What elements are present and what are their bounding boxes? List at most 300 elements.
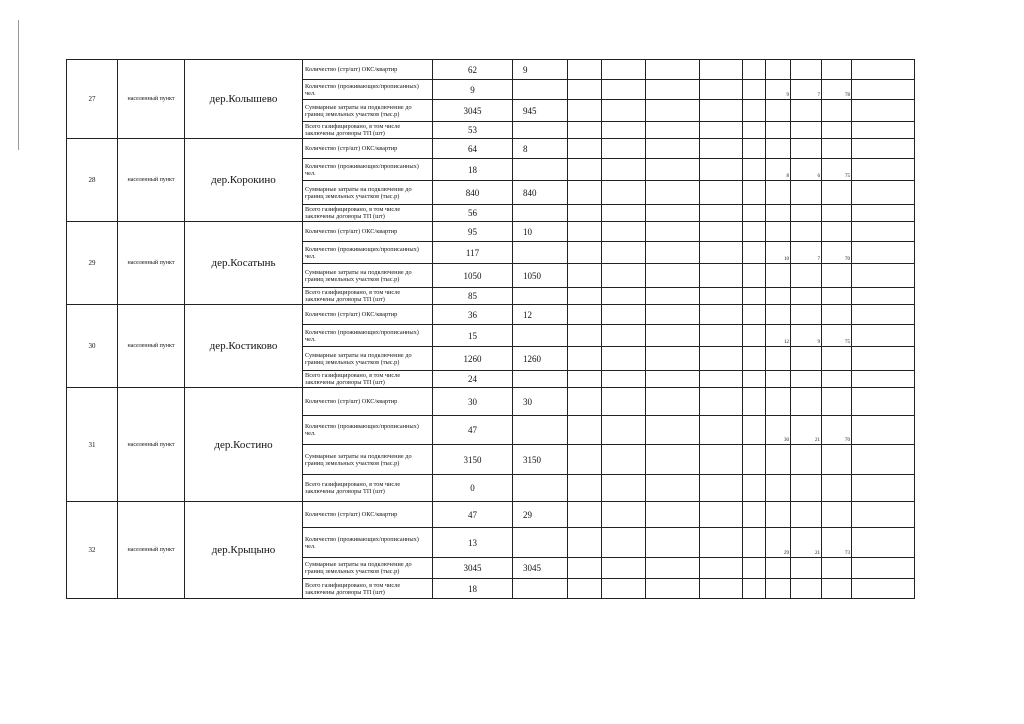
empty-cell: [602, 122, 646, 139]
empty-cell: [646, 558, 700, 579]
empty-cell: [568, 325, 602, 347]
metric-label: Суммарные затраты на подключение до границ земельных участков (тыс.р): [303, 181, 433, 205]
metric-label: Суммарные затраты на подключение до границ земельных участков (тыс.р): [303, 100, 433, 122]
empty-cell: [568, 288, 602, 305]
table-row: [67, 222, 915, 242]
small-value: 7: [791, 242, 822, 264]
small-value: 78: [822, 80, 852, 100]
empty-cell: [602, 579, 646, 599]
small-value: 70: [822, 416, 852, 445]
empty-cell: [822, 502, 852, 528]
row-number: 28: [67, 139, 118, 222]
metric-label: Количество (стр/шт) ОКС/квартир: [303, 60, 433, 80]
empty-cell: [602, 288, 646, 305]
empty-cell: [852, 205, 915, 222]
empty-cell: [743, 139, 766, 159]
empty-cell: [602, 80, 646, 100]
empty-cell: [700, 475, 743, 502]
empty-cell: [602, 60, 646, 80]
empty-cell: [852, 242, 915, 264]
empty-cell: [822, 445, 852, 475]
metric-value: 3150: [433, 445, 513, 475]
metric-value: 47: [433, 502, 513, 528]
metric-value-2: 29: [513, 502, 568, 528]
empty-cell: [646, 347, 700, 371]
metric-label: Суммарные затраты на подключение до границ земельных участков (тыс.р): [303, 558, 433, 579]
table-row: [67, 139, 915, 159]
empty-cell: [700, 181, 743, 205]
metric-value-2: 9: [513, 60, 568, 80]
metric-value: 64: [433, 139, 513, 159]
metric-label: Суммарные затраты на подключение до границ земельных участков (тыс.р): [303, 264, 433, 288]
empty-cell: [791, 558, 822, 579]
empty-cell: [568, 139, 602, 159]
empty-cell: [568, 388, 602, 416]
empty-cell: [700, 122, 743, 139]
empty-cell: [852, 60, 915, 80]
empty-cell: [791, 181, 822, 205]
empty-cell: [700, 558, 743, 579]
empty-cell: [700, 347, 743, 371]
settlement-name: дер.Костино: [185, 388, 303, 502]
empty-cell: [646, 181, 700, 205]
empty-cell: [602, 139, 646, 159]
metric-value-2: 840: [513, 181, 568, 205]
empty-cell: [791, 305, 822, 325]
empty-cell: [602, 445, 646, 475]
table-row: [67, 305, 915, 325]
empty-cell: [568, 475, 602, 502]
metric-value-2: [513, 528, 568, 558]
row-number: 32: [67, 502, 118, 599]
row-number: 27: [67, 60, 118, 139]
metric-label: Количество (стр/шт) ОКС/квартир: [303, 222, 433, 242]
metric-value: 18: [433, 579, 513, 599]
empty-cell: [646, 288, 700, 305]
table-row: [67, 388, 915, 416]
empty-cell: [602, 528, 646, 558]
empty-cell: [743, 100, 766, 122]
metric-value: 15: [433, 325, 513, 347]
empty-cell: [852, 528, 915, 558]
metric-label: Количество (стр/шт) ОКС/квартир: [303, 388, 433, 416]
metric-value: 62: [433, 60, 513, 80]
empty-cell: [743, 205, 766, 222]
metric-label: Количество (стр/шт) ОКС/квартир: [303, 139, 433, 159]
empty-cell: [822, 139, 852, 159]
settlement-type: населенный пункт: [118, 502, 185, 599]
empty-cell: [852, 122, 915, 139]
empty-cell: [646, 416, 700, 445]
metric-label: Количество (стр/шт) ОКС/квартир: [303, 305, 433, 325]
metric-label: Количество (проживающих/прописанных) чел.: [303, 242, 433, 264]
empty-cell: [791, 122, 822, 139]
empty-cell: [791, 205, 822, 222]
small-value: 12: [766, 325, 791, 347]
metric-value: 47: [433, 416, 513, 445]
metric-value: 3045: [433, 100, 513, 122]
empty-cell: [568, 181, 602, 205]
empty-cell: [743, 416, 766, 445]
small-value: 29: [766, 528, 791, 558]
empty-cell: [568, 205, 602, 222]
metric-label: Суммарные затраты на подключение до границ земельных участков (тыс.р): [303, 445, 433, 475]
empty-cell: [568, 528, 602, 558]
empty-cell: [700, 325, 743, 347]
empty-cell: [791, 347, 822, 371]
metric-value: 56: [433, 205, 513, 222]
empty-cell: [822, 222, 852, 242]
empty-cell: [700, 288, 743, 305]
small-value: 30: [766, 416, 791, 445]
empty-cell: [822, 558, 852, 579]
empty-cell: [822, 371, 852, 388]
row-number: 31: [67, 388, 118, 502]
metric-value: 3045: [433, 558, 513, 579]
empty-cell: [791, 100, 822, 122]
empty-cell: [822, 181, 852, 205]
empty-cell: [646, 445, 700, 475]
small-value: 21: [791, 416, 822, 445]
empty-cell: [766, 205, 791, 222]
empty-cell: [646, 122, 700, 139]
empty-cell: [602, 416, 646, 445]
empty-cell: [646, 305, 700, 325]
empty-cell: [646, 205, 700, 222]
empty-cell: [568, 305, 602, 325]
empty-cell: [766, 475, 791, 502]
empty-cell: [568, 242, 602, 264]
empty-cell: [700, 371, 743, 388]
empty-cell: [822, 388, 852, 416]
empty-cell: [766, 305, 791, 325]
empty-cell: [646, 388, 700, 416]
metric-value: 13: [433, 528, 513, 558]
metric-label: Количество (стр/шт) ОКС/квартир: [303, 502, 433, 528]
metric-value-2: 1050: [513, 264, 568, 288]
metric-label: Суммарные затраты на подключение до границ земельных участков (тыс.р): [303, 347, 433, 371]
empty-cell: [852, 502, 915, 528]
metric-value-2: [513, 325, 568, 347]
empty-cell: [646, 80, 700, 100]
empty-cell: [700, 579, 743, 599]
small-value: 9: [791, 325, 822, 347]
empty-cell: [602, 222, 646, 242]
empty-cell: [822, 60, 852, 80]
empty-cell: [646, 264, 700, 288]
metric-value-2: 8: [513, 139, 568, 159]
metric-label: Всего газифицировано, в том числе заключены договоры ТП (шт): [303, 122, 433, 139]
metric-value: 95: [433, 222, 513, 242]
empty-cell: [766, 445, 791, 475]
small-value: 75: [822, 325, 852, 347]
empty-cell: [700, 264, 743, 288]
settlement-name: дер.Костиково: [185, 305, 303, 388]
empty-cell: [568, 445, 602, 475]
empty-cell: [743, 159, 766, 181]
empty-cell: [700, 502, 743, 528]
empty-cell: [852, 159, 915, 181]
small-value: 75: [822, 159, 852, 181]
empty-cell: [602, 205, 646, 222]
empty-cell: [602, 159, 646, 181]
metric-value-2: [513, 579, 568, 599]
empty-cell: [852, 388, 915, 416]
empty-cell: [852, 181, 915, 205]
empty-cell: [766, 502, 791, 528]
settlement-type: населенный пункт: [118, 139, 185, 222]
empty-cell: [822, 100, 852, 122]
metric-value: 840: [433, 181, 513, 205]
empty-cell: [602, 100, 646, 122]
empty-cell: [766, 139, 791, 159]
empty-cell: [743, 60, 766, 80]
table-row: [67, 60, 915, 80]
small-value: 73: [822, 528, 852, 558]
metric-value: 30: [433, 388, 513, 416]
empty-cell: [791, 579, 822, 599]
empty-cell: [791, 388, 822, 416]
settlement-name: дер.Колышево: [185, 60, 303, 139]
gasification-table: [66, 59, 915, 599]
empty-cell: [766, 60, 791, 80]
settlement-type: населенный пункт: [118, 305, 185, 388]
empty-cell: [852, 288, 915, 305]
empty-cell: [766, 558, 791, 579]
empty-cell: [852, 100, 915, 122]
metric-value-2: [513, 416, 568, 445]
empty-cell: [766, 264, 791, 288]
empty-cell: [646, 528, 700, 558]
table-row: [67, 502, 915, 528]
metric-value-2: [513, 475, 568, 502]
metric-label: Количество (проживающих/прописанных) чел.: [303, 325, 433, 347]
settlement-name: дер.Крыцыно: [185, 502, 303, 599]
metric-value: 0: [433, 475, 513, 502]
empty-cell: [852, 325, 915, 347]
empty-cell: [700, 159, 743, 181]
empty-cell: [743, 288, 766, 305]
empty-cell: [602, 264, 646, 288]
empty-cell: [766, 181, 791, 205]
metric-value-2: [513, 288, 568, 305]
empty-cell: [852, 347, 915, 371]
empty-cell: [743, 475, 766, 502]
empty-cell: [791, 475, 822, 502]
empty-cell: [822, 288, 852, 305]
empty-cell: [568, 264, 602, 288]
row-number: 29: [67, 222, 118, 305]
small-value: 10: [766, 242, 791, 264]
metric-value: 24: [433, 371, 513, 388]
settlement-type: населенный пункт: [118, 222, 185, 305]
empty-cell: [791, 371, 822, 388]
empty-cell: [700, 528, 743, 558]
empty-cell: [743, 222, 766, 242]
small-value: 70: [822, 242, 852, 264]
empty-cell: [852, 371, 915, 388]
empty-cell: [602, 325, 646, 347]
empty-cell: [852, 558, 915, 579]
settlement-name: дер.Корокино: [185, 139, 303, 222]
empty-cell: [766, 371, 791, 388]
empty-cell: [791, 222, 822, 242]
empty-cell: [791, 445, 822, 475]
empty-cell: [568, 159, 602, 181]
empty-cell: [646, 100, 700, 122]
metric-value-2: 3045: [513, 558, 568, 579]
empty-cell: [852, 416, 915, 445]
settlement-name: дер.Косатынь: [185, 222, 303, 305]
empty-cell: [743, 325, 766, 347]
empty-cell: [766, 122, 791, 139]
empty-cell: [743, 388, 766, 416]
small-value: 21: [791, 528, 822, 558]
metric-label: Всего газифицировано, в том числе заключены договоры ТП (шт): [303, 288, 433, 305]
empty-cell: [602, 475, 646, 502]
empty-cell: [568, 371, 602, 388]
metric-value-2: [513, 122, 568, 139]
metric-label: Количество (проживающих/прописанных) чел.: [303, 159, 433, 181]
small-value: 7: [791, 80, 822, 100]
empty-cell: [791, 288, 822, 305]
metric-value: 1050: [433, 264, 513, 288]
empty-cell: [822, 122, 852, 139]
empty-cell: [646, 475, 700, 502]
empty-cell: [852, 222, 915, 242]
empty-cell: [568, 416, 602, 445]
empty-cell: [700, 222, 743, 242]
empty-cell: [822, 264, 852, 288]
metric-value-2: 1260: [513, 347, 568, 371]
empty-cell: [568, 222, 602, 242]
empty-cell: [568, 558, 602, 579]
empty-cell: [791, 60, 822, 80]
empty-cell: [568, 579, 602, 599]
empty-cell: [700, 388, 743, 416]
settlement-type: населенный пункт: [118, 60, 185, 139]
empty-cell: [852, 80, 915, 100]
empty-cell: [700, 242, 743, 264]
metric-value-2: [513, 80, 568, 100]
metric-value-2: 10: [513, 222, 568, 242]
empty-cell: [822, 347, 852, 371]
empty-cell: [743, 80, 766, 100]
empty-cell: [602, 371, 646, 388]
empty-cell: [646, 502, 700, 528]
metric-value-2: [513, 159, 568, 181]
empty-cell: [766, 579, 791, 599]
empty-cell: [646, 60, 700, 80]
small-value: 8: [766, 159, 791, 181]
empty-cell: [743, 305, 766, 325]
empty-cell: [700, 139, 743, 159]
empty-cell: [852, 445, 915, 475]
empty-cell: [602, 347, 646, 371]
empty-cell: [700, 416, 743, 445]
empty-cell: [602, 558, 646, 579]
empty-cell: [646, 371, 700, 388]
metric-value: 85: [433, 288, 513, 305]
empty-cell: [852, 264, 915, 288]
empty-cell: [646, 222, 700, 242]
metric-label: Всего газифицировано, в том числе заключены договоры ТП (шт): [303, 205, 433, 222]
empty-cell: [700, 445, 743, 475]
empty-cell: [700, 205, 743, 222]
table-body: [67, 60, 915, 599]
empty-cell: [646, 159, 700, 181]
metric-value-2: [513, 371, 568, 388]
empty-cell: [852, 139, 915, 159]
empty-cell: [743, 371, 766, 388]
empty-cell: [852, 305, 915, 325]
empty-cell: [766, 100, 791, 122]
empty-cell: [602, 181, 646, 205]
small-value: 9: [766, 80, 791, 100]
empty-cell: [743, 445, 766, 475]
metric-value-2: [513, 205, 568, 222]
empty-cell: [852, 475, 915, 502]
empty-cell: [700, 80, 743, 100]
empty-cell: [743, 242, 766, 264]
empty-cell: [700, 60, 743, 80]
empty-cell: [646, 139, 700, 159]
metric-value-2: 945: [513, 100, 568, 122]
empty-cell: [602, 388, 646, 416]
empty-cell: [646, 579, 700, 599]
row-number: 30: [67, 305, 118, 388]
empty-cell: [602, 502, 646, 528]
empty-cell: [766, 347, 791, 371]
small-value: 6: [791, 159, 822, 181]
empty-cell: [568, 502, 602, 528]
scan-edge-line: [18, 20, 19, 150]
empty-cell: [602, 305, 646, 325]
empty-cell: [766, 388, 791, 416]
metric-value: 1260: [433, 347, 513, 371]
metric-label: Всего газифицировано, в том числе заключены договоры ТП (шт): [303, 579, 433, 599]
empty-cell: [766, 288, 791, 305]
empty-cell: [568, 80, 602, 100]
metric-value: 9: [433, 80, 513, 100]
empty-cell: [568, 100, 602, 122]
metric-label: Количество (проживающих/прописанных) чел.: [303, 80, 433, 100]
empty-cell: [700, 100, 743, 122]
empty-cell: [822, 205, 852, 222]
empty-cell: [568, 60, 602, 80]
empty-cell: [743, 122, 766, 139]
empty-cell: [568, 122, 602, 139]
empty-cell: [743, 558, 766, 579]
empty-cell: [743, 181, 766, 205]
metric-label: Всего газифицировано, в том числе заключены договоры ТП (шт): [303, 475, 433, 502]
empty-cell: [743, 347, 766, 371]
empty-cell: [791, 139, 822, 159]
metric-label: Всего газифицировано, в том числе заключены договоры ТП (шт): [303, 371, 433, 388]
metric-value: 36: [433, 305, 513, 325]
empty-cell: [822, 305, 852, 325]
empty-cell: [743, 528, 766, 558]
empty-cell: [646, 242, 700, 264]
metric-value: 18: [433, 159, 513, 181]
empty-cell: [791, 502, 822, 528]
metric-value-2: 30: [513, 388, 568, 416]
empty-cell: [852, 579, 915, 599]
metric-value: 53: [433, 122, 513, 139]
metric-value: 117: [433, 242, 513, 264]
metric-value-2: 3150: [513, 445, 568, 475]
empty-cell: [743, 264, 766, 288]
